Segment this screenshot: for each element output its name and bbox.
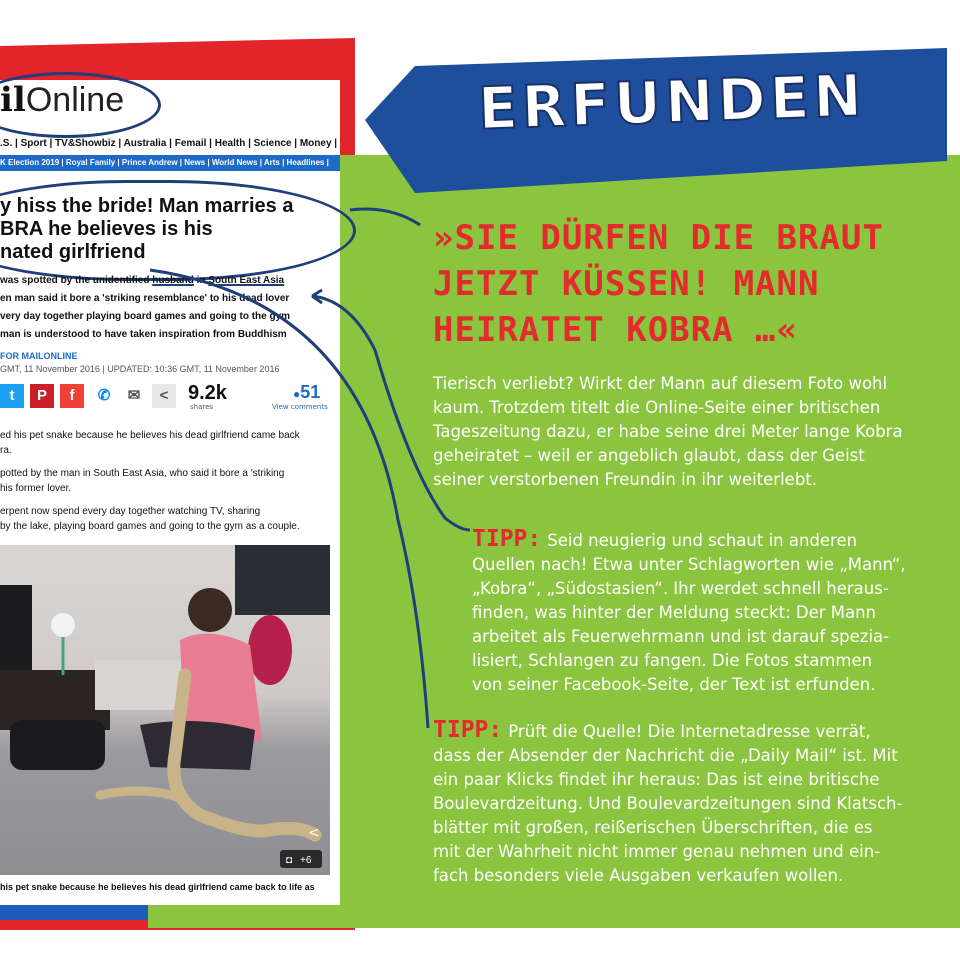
headline-line: y hiss the bride! Man marries a: [0, 195, 294, 217]
comment-bubble-icon: ●: [293, 387, 301, 401]
headline-line: nated girlfriend: [0, 241, 146, 263]
article-photo[interactable]: [0, 545, 330, 875]
intro-text: Tierisch verliebt? Wirkt der Mann auf diesem Foto wohl kaum. Trotzdem titelt die Online-Seite einer britischen Tageszeitung dazu, er habe seine drei Meter lange Kobra geheiratet – weil er angeblich glaubt, dass der Geist seiner verstorbenen Freundin in ihr weiterlebt.: [433, 374, 903, 489]
bullet-item: was spotted by the unidentified husband in South East Asia: [0, 275, 285, 286]
main-navigation[interactable]: .S. | Sport | TV&Showbiz | Australia | Femail | Health | Science | Money |: [0, 138, 338, 149]
article-byline: [0, 350, 279, 376]
bullet-item: en man said it bore a 'striking resemblance' to his dead lover: [0, 293, 290, 304]
photo-scene: [0, 545, 330, 875]
quote-line: JETZT KÜSSEN! MANN: [433, 264, 820, 304]
tv-screen: [0, 585, 32, 680]
tip-one: TIPP: Seid neugierig und schaut in anderen Quellen nach! Etwa unter Schlagworten wie „Mann“, „Kobra“, „Südostasien“. Ihr werdet schnell heraus- finden, was hinter der Meldung steckt: Der Mann arbeitet als Feuerwehrmann und ist darauf spezia- lisiert, Schlangen zu fangen. Die Fotos stammen von seiner Facebook-Seite, der Text ist erfunden.: [472, 526, 906, 694]
backpack: [248, 615, 292, 685]
photo-count: +6: [300, 855, 312, 866]
twitter-icon[interactable]: t: [0, 384, 24, 408]
tip-label: TIPP:: [433, 717, 503, 743]
dark-cushion: [10, 720, 105, 770]
bullet-item: very day together playing board games and going to the gym: [0, 311, 291, 322]
messenger-icon[interactable]: ✆: [92, 384, 116, 408]
banner-title: ERFUNDEN: [476, 61, 867, 143]
quoted-headline: [433, 215, 943, 353]
quote-line: »SIE DÜRFEN DIE BRAUT: [433, 218, 884, 258]
tip-label: TIPP:: [472, 526, 542, 552]
underlined-location: South East Asia: [208, 275, 285, 286]
view-comments-link[interactable]: View comments: [272, 403, 328, 411]
person-head: [188, 588, 232, 632]
logo-bold-part: il: [0, 80, 26, 120]
share-bar: [0, 384, 340, 412]
comment-count[interactable]: ●51: [293, 382, 321, 402]
photo-caption: his pet snake because he believes his dead girlfriend came back to life as: [0, 882, 315, 892]
logo-online-part: Online: [25, 81, 125, 119]
underlined-husband: husband: [152, 275, 194, 286]
camera-icon: ◘: [286, 855, 293, 866]
window: [235, 545, 330, 615]
article-paragraph: erpent now spend every day together watching TV, sharing by the lake, playing board games and going to the gym as a couple.: [0, 506, 300, 532]
person-legs: [140, 721, 255, 770]
article-bullets: [0, 272, 335, 344]
tip-two: TIPP: Prüft die Quelle! Die Internetadresse verrät, dass der Absender der Nachricht die „Daily Mail“ ist. Mit ein paar Klicks findet ihr heraus: Das ist eine britische Boulevardzeitung. Und Boulevardzeitungen sind Klatsch- blätter mit großen, reißerischen Überschriften, die es mit der Wahrheit nicht immer genau nehmen und ein- fach besonders viele Ausgaben verkaufen wollen.: [433, 717, 903, 885]
quote-line: HEIRATET KOBRA …«: [433, 310, 798, 350]
byline-author[interactable]: FOR MAILONLINE: [0, 351, 78, 361]
email-icon[interactable]: ✉: [122, 384, 146, 408]
bullet-item: man is understood to have taken inspiration from Buddhism: [0, 329, 287, 340]
headline-line: BRA he believes is his: [0, 218, 213, 240]
share-count: 9.2k: [188, 382, 227, 404]
flipboard-icon[interactable]: f: [60, 384, 84, 408]
share-label: shares: [190, 403, 214, 411]
photo-share-icon[interactable]: <: [308, 825, 320, 841]
sub-navigation[interactable]: K Election 2019 | Royal Family | Prince Andrew | News | World News | Arts | Headlines |: [0, 155, 340, 171]
article-paragraph: ed his pet snake because he believes his dead girlfriend came back ra.: [0, 430, 300, 456]
byline-dates: GMT, 11 November 2016 | UPDATED: 10:36 GMT, 11 November 2016: [0, 364, 280, 374]
pinterest-icon[interactable]: P: [30, 384, 54, 408]
wall-flower: [51, 613, 75, 637]
share-icon[interactable]: <: [152, 384, 176, 408]
article-paragraph: potted by the man in South East Asia, who said it bore a 'striking his former lover.: [0, 468, 285, 494]
